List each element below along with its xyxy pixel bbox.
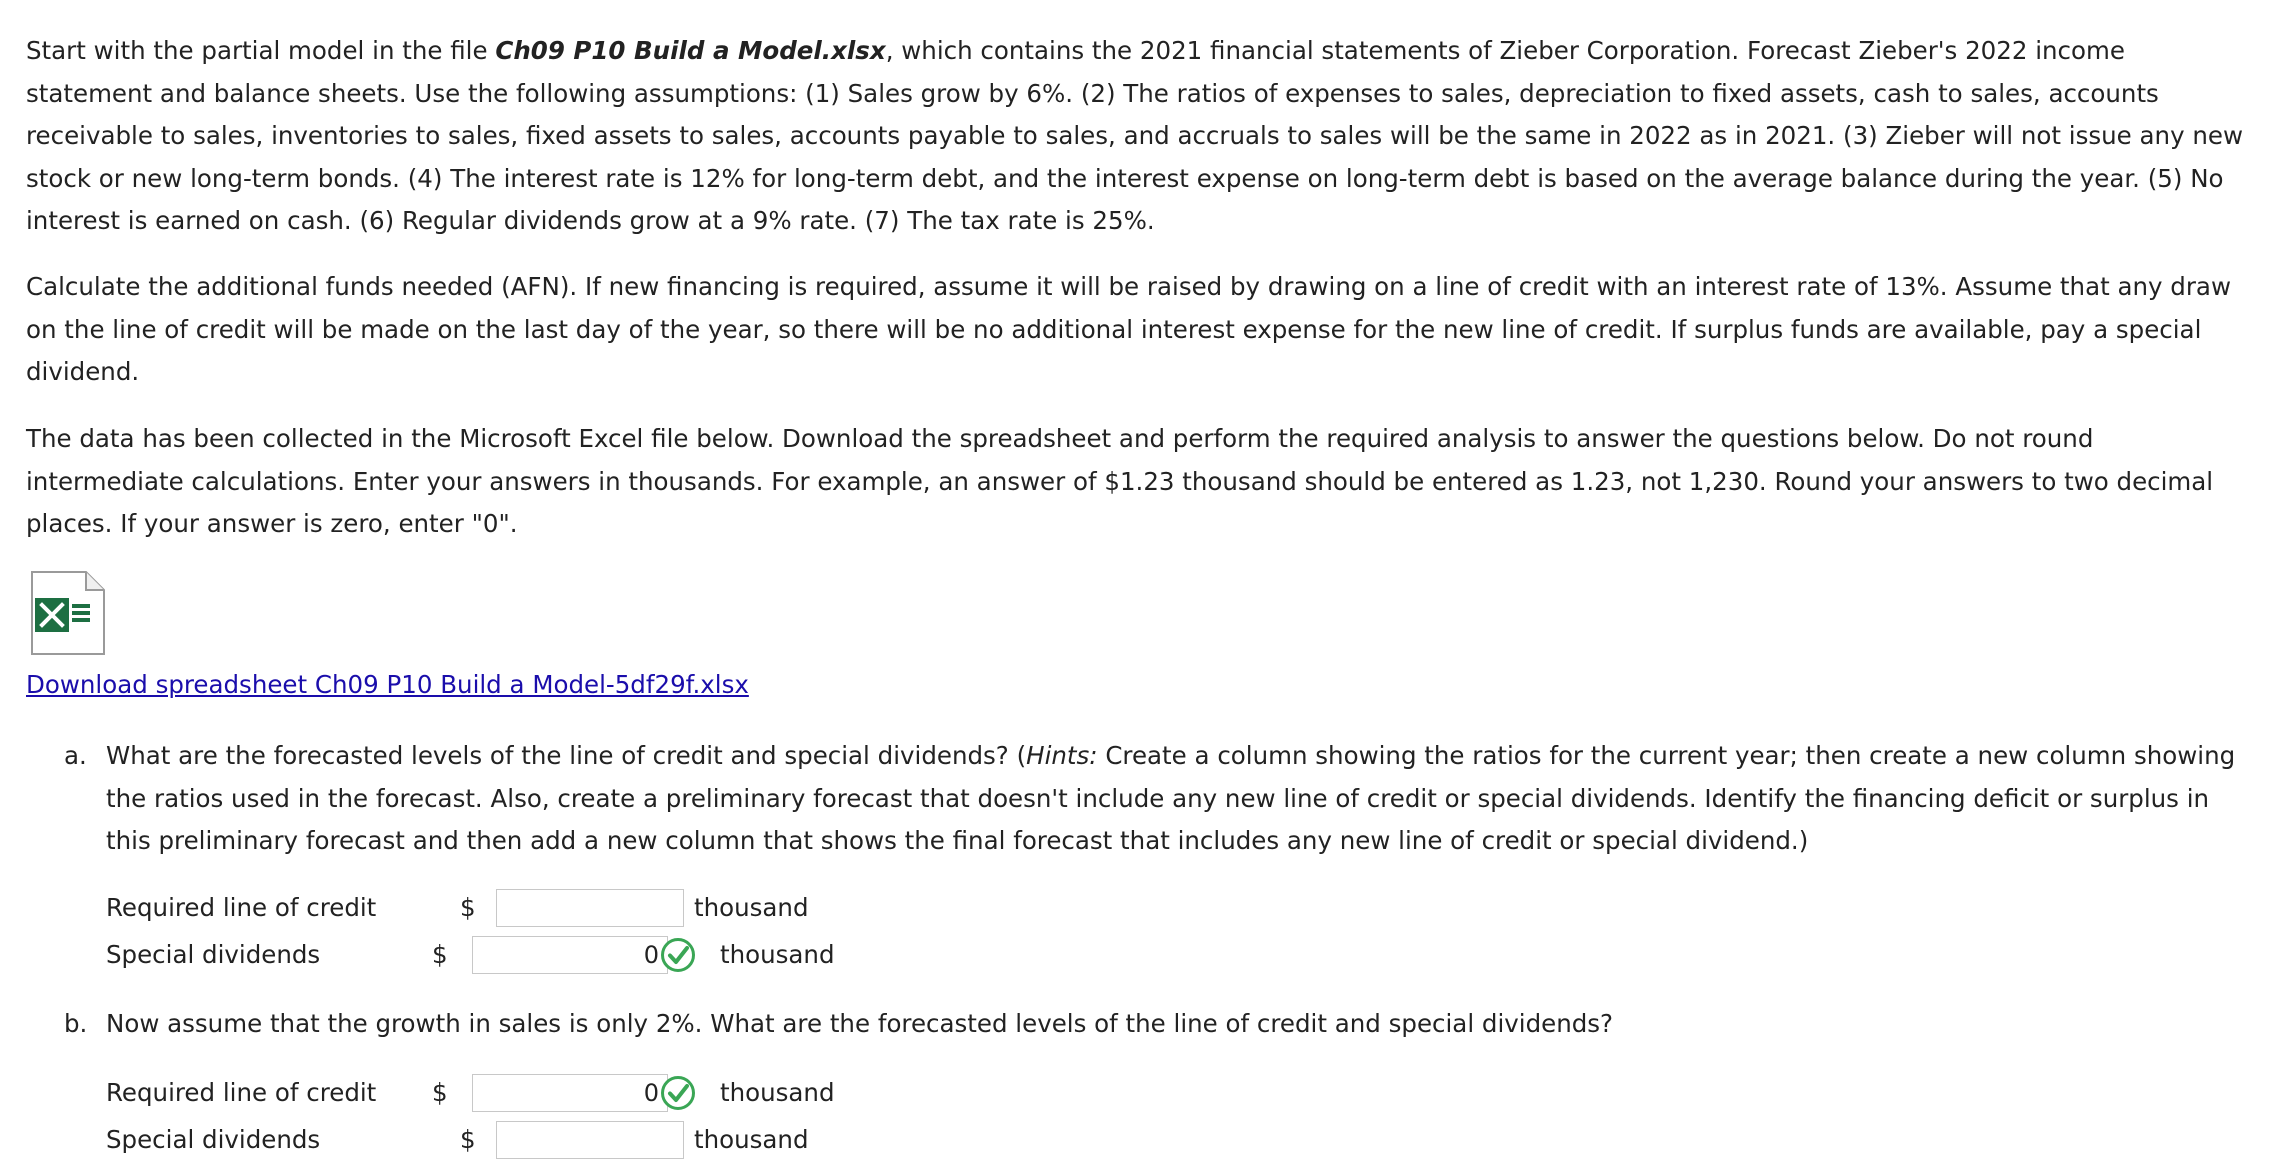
question-a-text-end: Create a column showing the ratios for the current year; then create a new column showing the ratios used in the forecast. Also, create a preliminary forecast that doesn't include any new line of credit or special dividends. Identify the financing deficit or surplus in this preliminary forecast and then add a new column that shows the final forecast that includes any new line of credit or special dividend.) — [106, 741, 2236, 855]
unit-label: thousand — [694, 893, 809, 922]
unit-label: thousand — [694, 1125, 809, 1154]
question-a-text — [106, 735, 2256, 863]
model-file-name: Ch09 P10 Build a Model.xlsx — [495, 36, 886, 65]
unit-label: thousand — [720, 1078, 835, 1107]
download-spreadsheet-link[interactable]: Download spreadsheet Ch09 P10 Build a Model-5df29f.xlsx — [26, 670, 749, 699]
b-special-dividends-input[interactable] — [496, 1121, 684, 1159]
dollar-sign: $ — [432, 1078, 448, 1107]
row-label: Special dividends — [106, 1125, 321, 1154]
question-a-label: a. — [64, 741, 87, 770]
row-label: Required line of credit — [106, 893, 377, 922]
question-b-label: b. — [64, 1009, 88, 1038]
question-b-text: Now assume that the growth in sales is only 2%. What are the forecasted levels of the line of credit and special dividends? — [106, 1009, 1614, 1038]
dollar-sign: $ — [460, 1125, 476, 1154]
row-label: Special dividends — [106, 940, 321, 969]
excel-file-icon[interactable] — [30, 570, 106, 656]
instructions-paragraph-1 — [26, 30, 2256, 243]
intro-text-1b: , which contains the 2021 financial statements of Zieber Corporation. Forecast Zieber's 2022 income statement and balance sheets. Use the following assumptions: (1) Sales grow by 6%. (2) The ratios of expenses to sales, depreciation to fixed assets, cash to sales, accounts receivable to sales, inventories to sales, fixed assets to sales, accounts payable to sales, and accruals to sales will be the same in 2022 as in 2021. (3) Zieber will not issue any new stock or new long-term bonds. (4) The interest rate is 12% for long-term debt, and the interest expense on long-term debt is based on the average balance during the year. (5) No interest is earned on cash. (6) Regular dividends grow at a 9% rate. (7) The tax rate is 25%. — [26, 36, 2243, 235]
hints-word: Hints: — [1026, 741, 1098, 770]
a-special-dividends-input[interactable] — [472, 936, 668, 974]
unit-label: thousand — [720, 940, 835, 969]
instructions-paragraph-3: The data has been collected in the Microsoft Excel file below. Download the spreadsheet and perform the required analysis to answer the questions below. Do not round intermediate calculations. Enter your answers in thousands. For example, an answer of $1.23 thousand should be entered as 1.23, not 1,230. Round your answers to two decimal places. If your answer is zero, enter "0". — [26, 424, 2214, 538]
instructions-paragraph-2: Calculate the additional funds needed (AFN). If new financing is required, assume it will be raised by drawing on a line of credit with an interest rate of 13%. Assume that any draw on the line of credit will be made on the last day of the year, so there will be no additional interest expense for the new line of credit. If surplus funds are available, pay a special dividend. — [26, 272, 2231, 386]
row-label: Required line of credit — [106, 1078, 377, 1107]
b-line-of-credit-input[interactable] — [472, 1074, 668, 1112]
question-a-text-start: What are the forecasted levels of the line of credit and special dividends? ( — [106, 741, 1027, 770]
correct-check-icon — [660, 1075, 696, 1111]
dollar-sign: $ — [432, 940, 448, 969]
intro-text-1a: Start with the partial model in the file — [26, 36, 496, 65]
a-line-of-credit-input[interactable] — [496, 889, 684, 927]
correct-check-icon — [660, 937, 696, 973]
dollar-sign: $ — [460, 893, 476, 922]
